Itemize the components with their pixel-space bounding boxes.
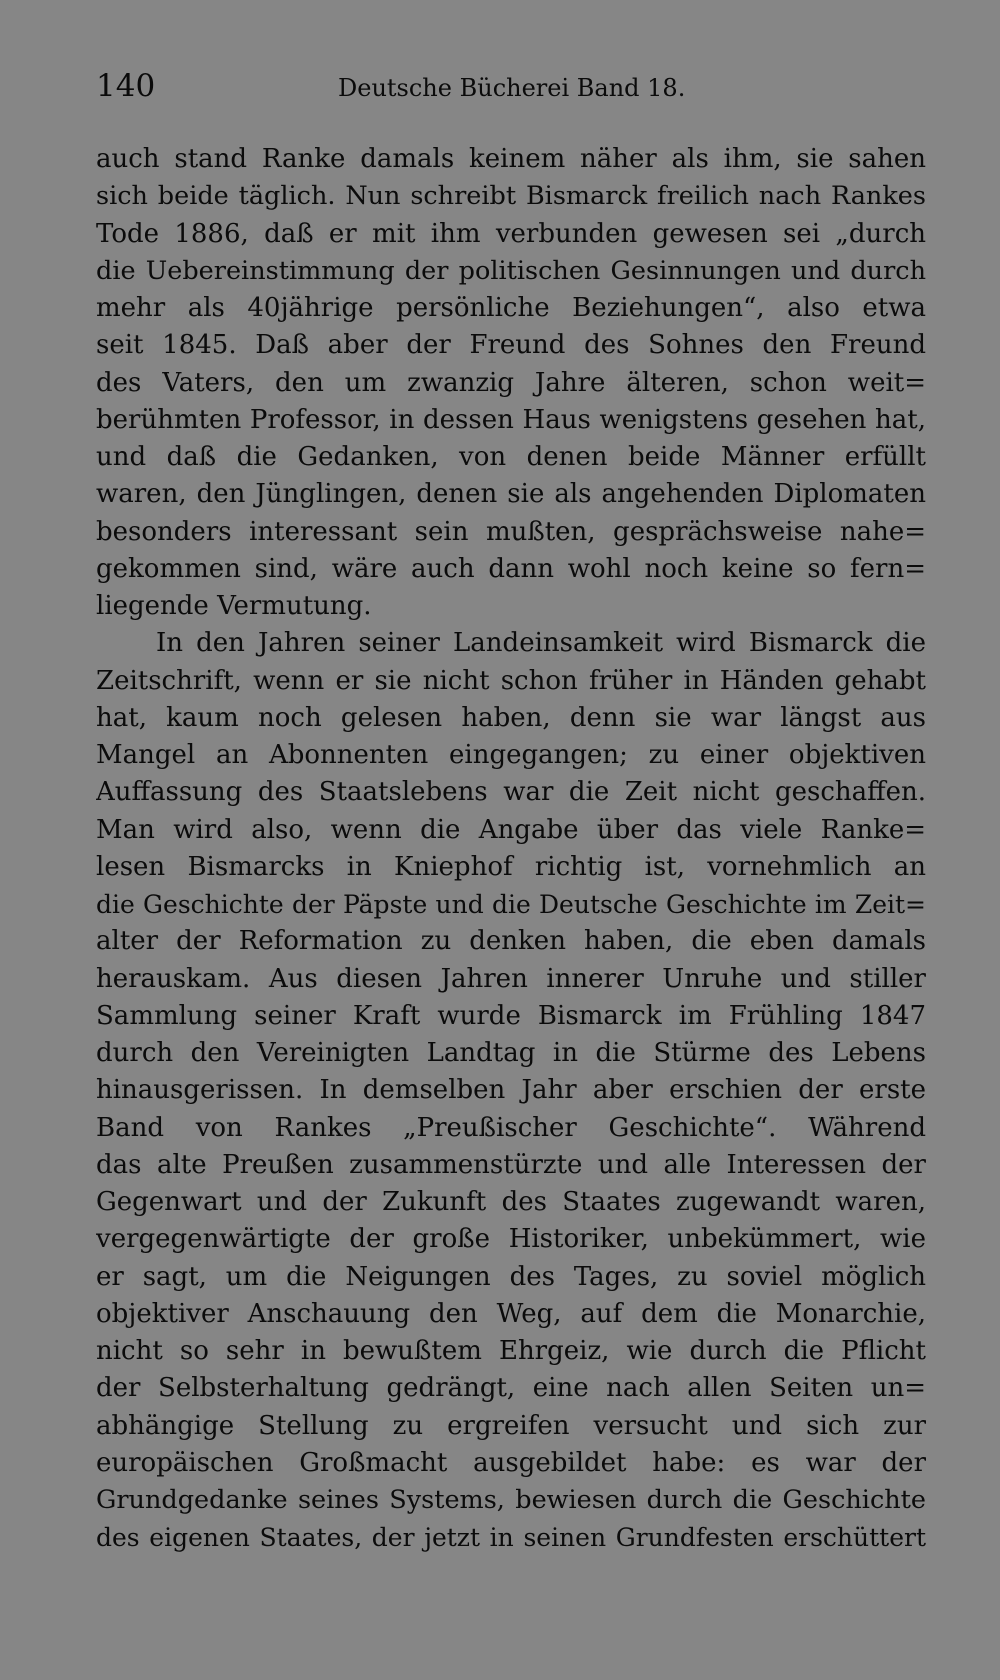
text-line: hinausgerissen. In demselben Jahr aber erschien der erste <box>96 1075 926 1106</box>
text-line: Grundgedanke seines Systems, bewiesen durch die Geschichte <box>96 1485 926 1515</box>
running-title: Deutsche Bücherei Band 18. <box>338 74 686 102</box>
text-line: europäischen Großmacht ausgebildet habe: es war der <box>96 1447 926 1478</box>
text-line: Band von Rankes „Preußischer Geschichte“. Während <box>96 1112 926 1143</box>
text-line: berühmten Professor, in dessen Haus wenigstens gesehen hat, <box>96 404 926 435</box>
text-line: Zeitschrift, wenn er sie nicht schon früher in Händen gehabt <box>96 665 926 696</box>
text-line: seit 1845. Daß aber der Freund des Sohnes den Freund <box>96 330 926 361</box>
text-line: er sagt, um die Neigungen des Tages, zu soviel möglich <box>96 1261 926 1292</box>
text-line: Auffassung des Staatslebens war die Zeit nicht geschaffen. <box>96 777 926 808</box>
text-line: objektiver Anschauung den Weg, auf dem die Monarchie, <box>96 1298 926 1329</box>
paragraph-start-line: In den Jahren seiner Landeinsamkeit wird Bismarck die <box>156 628 926 659</box>
text-line: vergegenwärtigte der große Historiker, unbekümmert, wie <box>96 1224 926 1255</box>
text-line: herauskam. Aus diesen Jahren innerer Unruhe und stiller <box>96 963 926 994</box>
text-line: hat, kaum noch gelesen haben, denn sie war längst aus <box>96 702 926 733</box>
text-line: auch stand Ranke damals keinem näher als ihm, sie sahen <box>96 144 926 174</box>
text-line: Sammlung seiner Kraft wurde Bismarck im Frühling 1847 <box>96 1000 926 1031</box>
text-line: mehr als 40jährige persönliche Beziehungen“, also etwa <box>96 293 926 323</box>
text-line: waren, den Jünglingen, denen sie als angehenden Diplomaten <box>96 479 926 510</box>
text-line: des Vaters, den um zwanzig Jahre älteren, schon weit= <box>96 367 926 398</box>
text-line: Tode 1886, daß er mit ihm verbunden gewesen sei „durch <box>96 218 926 249</box>
body-text <box>96 141 926 1557</box>
text-line: der Selbsterhaltung gedrängt, eine nach allen Seiten un= <box>96 1373 926 1404</box>
text-line: lesen Bismarcks in Kniephof richtig ist, vornehmlich an <box>96 851 926 882</box>
page-number: 140 <box>96 68 156 104</box>
text-line: und daß die Gedanken, von denen beide Männer erfüllt <box>96 442 926 472</box>
text-line: besonders interessant sein mußten, gesprächsweise nahe= <box>96 516 926 547</box>
paragraph-end-line: liegende Vermutung. <box>96 591 372 621</box>
text-line: die Geschichte der Päpste und die Deutsche Geschichte im Zeit= <box>96 890 926 919</box>
text-line: des eigenen Staates, der jetzt in seinen Grundfesten erschüttert <box>96 1523 926 1553</box>
text-line: alter der Reformation zu denken haben, die eben damals <box>96 926 926 957</box>
text-line: Man wird also, wenn die Angabe über das viele Ranke= <box>96 814 926 845</box>
page-header <box>96 66 936 110</box>
text-line: Mangel an Abonnenten eingegangen; zu einer objektiven <box>96 740 926 770</box>
text-line: das alte Preußen zusammenstürzte und alle Interessen der <box>96 1149 926 1180</box>
text-line: nicht so sehr in bewußtem Ehrgeiz, wie durch die Pflicht <box>96 1336 926 1366</box>
text-line: durch den Vereinigten Landtag in die Stürme des Lebens <box>96 1038 926 1068</box>
text-line: gekommen sind, wäre auch dann wohl noch keine so fern= <box>96 553 926 584</box>
text-line: die Uebereinstimmung der politischen Gesinnungen und durch <box>96 255 926 286</box>
text-line: Gegenwart und der Zukunft des Staates zugewandt waren, <box>96 1187 926 1217</box>
text-line: sich beide täglich. Nun schreibt Bismarck freilich nach Rankes <box>96 181 926 212</box>
text-line: abhängige Stellung zu ergreifen versucht und sich zur <box>96 1410 926 1441</box>
